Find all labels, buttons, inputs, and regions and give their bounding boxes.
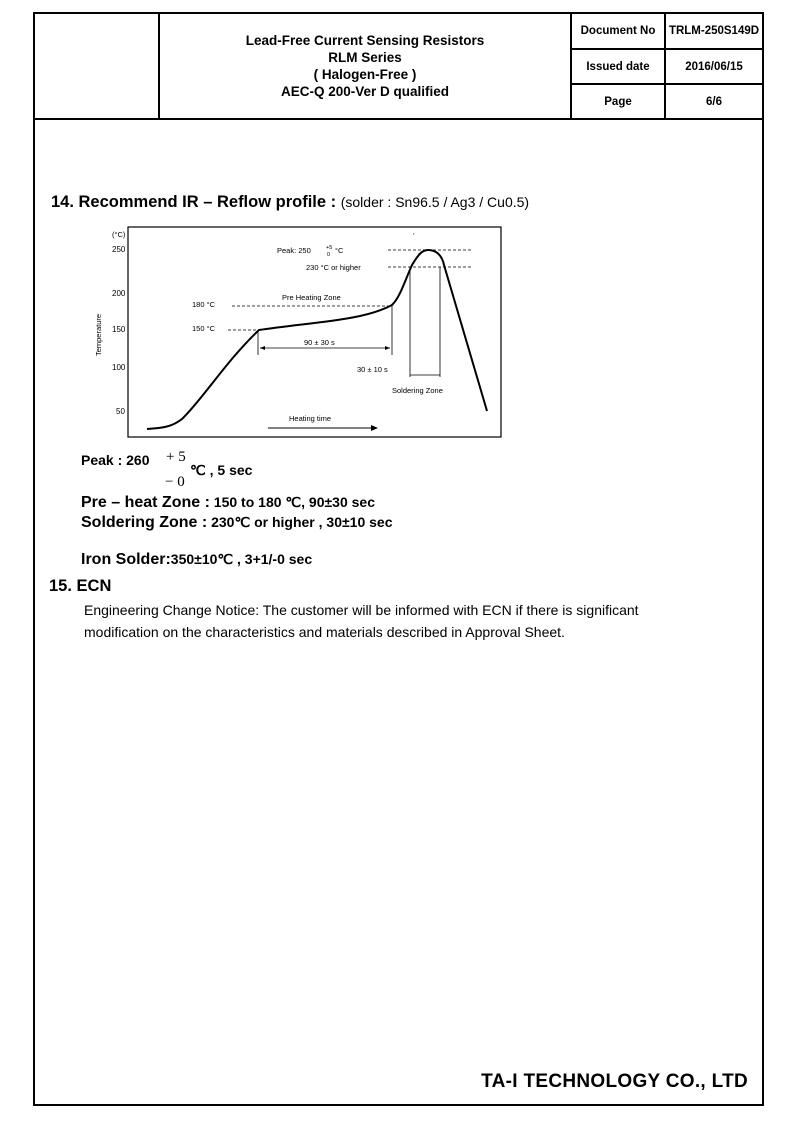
peak-rest: ℃ , 5 sec: [190, 462, 253, 478]
soldering-spec: [81, 514, 393, 532]
info-label: Issued date: [572, 50, 666, 83]
title-line: RLM Series: [328, 50, 402, 65]
peak-spec: [81, 452, 150, 468]
heating-time-label: Heating time: [289, 414, 332, 423]
higher-annotation: 230 °C or higher: [306, 263, 361, 272]
section-15-heading: 15. ECN: [49, 577, 112, 595]
preheat-label: Pre – heat Zone :: [81, 494, 210, 511]
iron-value: 350±10℃ , 3+1/-0 sec: [170, 551, 313, 567]
info-row: [572, 85, 762, 118]
y-axis-label: Temperature: [94, 313, 103, 357]
title-line: AEC-Q 200-Ver D qualified: [280, 84, 450, 99]
iron-spec: [81, 551, 312, 569]
arrowhead: [385, 346, 390, 350]
peak-tolerance-plus: +5: [326, 245, 333, 251]
small-mark: ’: [413, 233, 415, 240]
y-tick-label: 200: [112, 289, 126, 298]
peak-label: Peak : 260: [81, 452, 150, 468]
reflow-profile-chart: [92, 225, 512, 445]
peak-tolerance-minus: 0: [327, 252, 331, 258]
preheat-zone-label: Pre Heating Zone: [282, 293, 341, 302]
y-tick-label: 100: [112, 363, 126, 372]
preheat-spec: [81, 494, 375, 512]
arrowhead: [260, 346, 265, 350]
title-line: Lead-Free Current Sensing Resistors: [245, 33, 485, 48]
title-line: ( Halogen-Free ): [313, 67, 417, 82]
ecn-text: [84, 599, 724, 643]
info-value: 6/6: [706, 95, 722, 108]
iron-label: Iron Solder:: [81, 551, 171, 568]
y-tick-label: 250: [112, 245, 126, 254]
t150-label: 150 °C: [192, 324, 216, 333]
soldering-label: Soldering Zone :: [81, 514, 208, 531]
ecn-line: Engineering Change Notice: The customer will be informed with ECN if there is significant: [84, 602, 639, 618]
info-row: [572, 50, 762, 85]
info-label: Page: [572, 85, 666, 118]
soldering-zone-label: Soldering Zone: [392, 386, 443, 395]
y-tick-label: 150: [112, 325, 126, 334]
preheat-time-label: 90 ± 30 s: [304, 338, 335, 347]
section-14-title: 14. Recommend IR – Reflow profile :: [51, 193, 337, 211]
info-value: 2016/06/15: [685, 60, 743, 73]
section-14-heading: [51, 193, 529, 212]
solder-note: (solder : Sn96.5 / Ag3 / Cu0.5): [340, 194, 530, 210]
soldering-value: 230℃ or higher , 30±10 sec: [207, 514, 393, 530]
peak-tolerance-minus: − 0: [165, 474, 185, 490]
ecn-line: modification on the characteristics and materials described in Approval Sheet.: [84, 624, 565, 640]
preheat-value: 150 to 180 ℃, 90±30 sec: [209, 494, 375, 510]
peak-annotation: Peak: 250: [277, 246, 311, 255]
y-ticks: [112, 245, 126, 416]
document-header: [35, 14, 762, 120]
t180-label: 180 °C: [192, 300, 216, 309]
peak-tolerance-plus: + 5: [166, 449, 186, 465]
peak-unit: °C: [335, 246, 344, 255]
document-title: [160, 14, 572, 118]
y-tick-label: 50: [116, 407, 125, 416]
company-footer: TA-I TECHNOLOGY CO., LTD: [481, 1071, 748, 1092]
solder-time-label: 30 ± 10 s: [357, 365, 388, 374]
arrowhead: [371, 425, 378, 431]
info-label: Document No: [572, 14, 666, 48]
document-info-table: [572, 14, 762, 118]
info-value: TRLM-250S149D: [668, 25, 760, 37]
y-unit-label: (°C): [112, 230, 126, 239]
info-row: [572, 14, 762, 50]
logo-cell: [35, 14, 160, 118]
plot-frame: [128, 227, 501, 437]
